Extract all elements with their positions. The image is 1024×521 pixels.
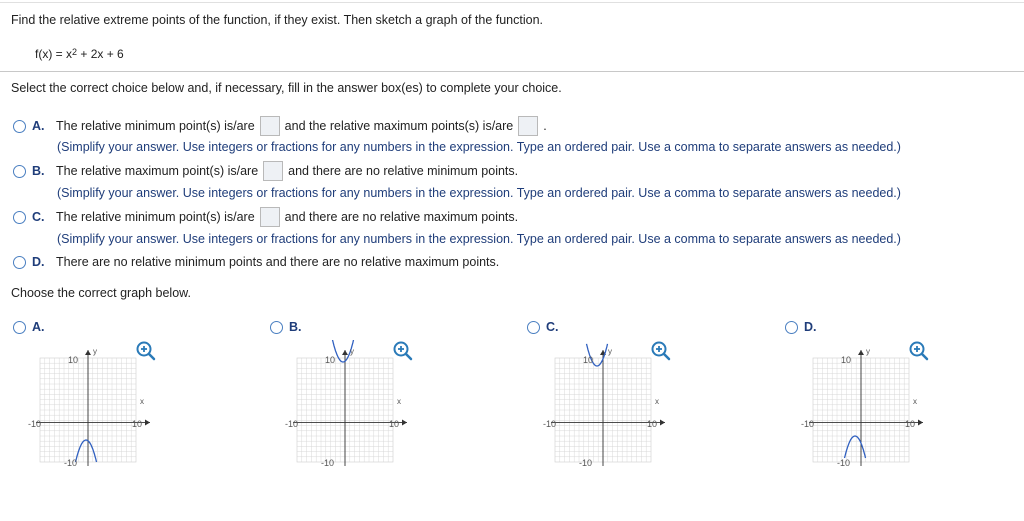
- formula-exponent: 2: [72, 47, 78, 57]
- choice-c-text2: and there are no relative maximum points.: [284, 210, 519, 224]
- choice-letter: B.: [32, 164, 45, 178]
- y-tick-bottom: -10: [837, 458, 851, 468]
- x-tick-left: -10: [543, 419, 557, 429]
- grid: [551, 344, 665, 466]
- choice-c[interactable]: [13, 208, 518, 226]
- x-axis-label: x: [913, 397, 917, 406]
- y-axis-arrow: [858, 350, 864, 355]
- choice-d[interactable]: [13, 253, 499, 271]
- x-tick-left: -10: [801, 419, 815, 429]
- radio-c[interactable]: [13, 211, 26, 224]
- radio-d[interactable]: [13, 256, 26, 269]
- instruction-text: Select the correct choice below and, if necessary, fill in the answer box(es) to complete your choice.: [11, 81, 562, 95]
- choice-letter: C.: [32, 210, 45, 224]
- x-axis-label: x: [397, 397, 401, 406]
- y-tick-top: 10: [325, 355, 336, 365]
- choice-a[interactable]: [13, 117, 547, 135]
- x-axis-label: x: [655, 397, 659, 406]
- function-formula: [35, 47, 124, 61]
- y-axis-label: y: [866, 347, 870, 356]
- x-tick-right: 10: [389, 419, 400, 429]
- grid: [36, 350, 150, 466]
- top-border: [0, 2, 1024, 3]
- choice-b-text1: The relative maximum point(s) is/are: [56, 164, 259, 178]
- radio-a[interactable]: [13, 120, 26, 133]
- answer-box-c[interactable]: [260, 207, 280, 227]
- formula-suffix: + 2x + 6: [77, 47, 124, 61]
- x-axis-arrow: [402, 419, 407, 425]
- graph-letter: A.: [32, 320, 45, 334]
- y-tick-top: 10: [841, 355, 852, 365]
- grid: [293, 340, 407, 466]
- zoom-in-icon[interactable]: [909, 341, 929, 364]
- x-tick-right: 10: [132, 419, 143, 429]
- formula-prefix: f(x) = x: [35, 47, 73, 61]
- y-tick-bottom: -10: [64, 458, 78, 468]
- choice-letter: A.: [32, 119, 45, 133]
- radio-b[interactable]: [13, 165, 26, 178]
- choice-letter: D.: [32, 255, 45, 269]
- radio-graph-c[interactable]: [527, 321, 540, 334]
- radio-graph-d[interactable]: [785, 321, 798, 334]
- x-axis-label: x: [140, 397, 144, 406]
- choice-a-text3: .: [543, 119, 547, 133]
- choice-a-text2: and the relative maximum points(s) is/are: [284, 119, 514, 133]
- divider: [0, 71, 1024, 72]
- y-axis-arrow: [85, 350, 91, 355]
- graph-letter: B.: [289, 320, 302, 334]
- y-tick-bottom: -10: [321, 458, 335, 468]
- x-axis-arrow: [145, 419, 150, 425]
- y-axis-label: y: [350, 347, 354, 356]
- y-tick-bottom: -10: [579, 458, 593, 468]
- y-axis-label: y: [93, 347, 97, 356]
- y-axis-label: y: [608, 347, 612, 356]
- graph-option-c[interactable]: [527, 320, 570, 334]
- zoom-in-icon[interactable]: [393, 341, 413, 364]
- zoom-in-icon[interactable]: [651, 341, 671, 364]
- x-axis-arrow: [660, 419, 665, 425]
- answer-box-a-max[interactable]: [518, 116, 538, 136]
- graph-prompt: Choose the correct graph below.: [11, 286, 191, 300]
- y-axis-arrow: [342, 350, 348, 355]
- graph-letter: D.: [804, 320, 817, 334]
- x-axis-arrow: [918, 419, 923, 425]
- graph-letter: C.: [546, 320, 559, 334]
- hint-a: (Simplify your answer. Use integers or fractions for any numbers in the expression. Type an ordered pair. Use a comma to separate answers as needed.): [57, 140, 901, 154]
- hint-b: (Simplify your answer. Use integers or fractions for any numbers in the expression. Type an ordered pair. Use a comma to separate answers as needed.): [57, 186, 901, 200]
- graph-option-b[interactable]: [270, 320, 313, 334]
- answer-box-b[interactable]: [263, 161, 283, 181]
- x-tick-left: -10: [28, 419, 42, 429]
- graph-option-a[interactable]: [13, 320, 56, 334]
- x-tick-right: 10: [647, 419, 658, 429]
- y-tick-top: 10: [68, 355, 79, 365]
- hint-c: (Simplify your answer. Use integers or fractions for any numbers in the expression. Type an ordered pair. Use a comma to separate answers as needed.): [57, 232, 901, 246]
- grid: [809, 350, 923, 466]
- radio-graph-b[interactable]: [270, 321, 283, 334]
- choice-d-text1: There are no relative minimum points and there are no relative maximum points.: [56, 255, 500, 269]
- graph-option-d[interactable]: [785, 320, 828, 334]
- choice-b[interactable]: [13, 162, 518, 180]
- zoom-in-icon[interactable]: [136, 341, 156, 364]
- answer-box-a-min[interactable]: [260, 116, 280, 136]
- choice-a-text1: The relative minimum point(s) is/are: [56, 119, 255, 133]
- question-text: Find the relative extreme points of the function, if they exist. Then sketch a graph of the function.: [11, 13, 544, 27]
- choice-c-text1: The relative minimum point(s) is/are: [56, 210, 255, 224]
- choice-b-text2: and there are no relative minimum points.: [288, 164, 519, 178]
- x-tick-left: -10: [285, 419, 299, 429]
- y-tick-top: 10: [583, 355, 594, 365]
- x-tick-right: 10: [905, 419, 916, 429]
- radio-graph-a[interactable]: [13, 321, 26, 334]
